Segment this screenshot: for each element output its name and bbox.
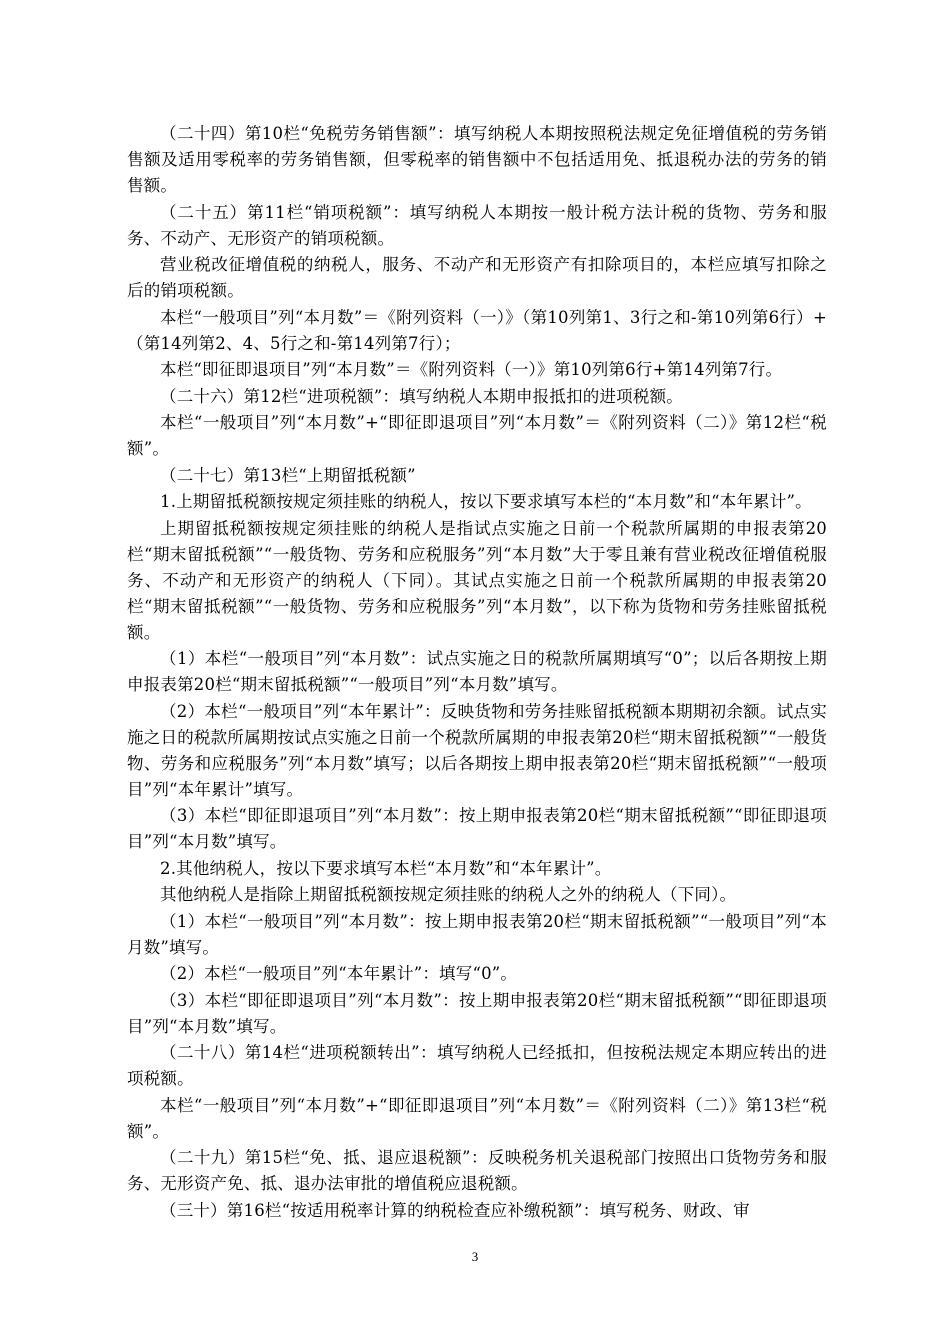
paragraph-27-2-sub-3: （3）本栏“即征即退项目”列“本月数”：按上期申报表第20栏“期末留抵税额”“即征即退项目”列“本月数”填写。 xyxy=(127,990,827,1036)
paragraph-27-1-sub-1: （1）本栏“一般项目”列“本月数”：试点实施之日的税款所属期填写“0”；以后各期按上期申报表第20栏“期末留抵税额”“一般项目”列“本月数”填写。 xyxy=(127,649,827,694)
paragraph-27-definition: 上期留抵税额按规定须挂账的纳税人是指试点实施之日前一个税款所属期的申报表第20栏“期末留抵税额”“一般货物、劳务和应税服务”列“本月数”大于零且兼有营业税改征增值税服务、不动产和无形资产的纳税人（下同）。其试点实施之日前一个税款所属期的申报表第20栏“期末留抵税额”“一般货物、劳务和应税服务”列“本月数”，以下称为货物和劳务挂账留抵税额。 xyxy=(127,518,827,642)
document-body xyxy=(127,121,827,1224)
paragraph-27-other-definition: 其他纳税人是指除上期留抵税额按规定须挂账的纳税人之外的纳税人（下同）。 xyxy=(160,885,737,904)
paragraph-25-general: 本栏“一般项目”列“本月数”＝《附列资料（一）》（第10列第1、3行之和-第10列第6行）+（第14列第2、4、5行之和-第14列第7行）； xyxy=(127,307,827,353)
paragraph-27: （二十七）第13栏“上期留抵税额” xyxy=(160,465,416,485)
paragraph-27-1-sub-3: （3）本栏“即征即退项目”列“本月数”：按上期申报表第20栏“期末留抵税额”“即征即退项目”列“本月数”填写。 xyxy=(127,806,827,851)
paragraph-29: （二十九）第15栏“免、抵、退应退税额”：反映税务机关退税部门按照出口货物劳务和服务、无形资产免、抵、退办法审批的增值税应退税额。 xyxy=(127,1148,827,1193)
paragraph-28-formula: 本栏“一般项目”列“本月数”+“即征即退项目”列“本月数”＝《附列资料（二）》第13栏“税额”。 xyxy=(127,1095,827,1141)
paragraph-27-item-2: 2.其他纳税人，按以下要求填写本栏“本月数”和“本年累计”。 xyxy=(160,858,612,878)
paragraph-27-2-sub-1: （1）本栏“一般项目”列“本月数”：按上期申报表第20栏“期末留抵税额”“一般项目”列“本月数”填写。 xyxy=(127,911,827,957)
paragraph-27-1-sub-2: （2）本栏“一般项目”列“本年累计”：反映货物和劳务挂账留抵税额本期期初余额。试点实施之日的税款所属期按试点实施之日前一个税款所属期的申报表第20栏“期末留抵税额”“一般货物、劳务和应税服务”列“本月数”填写；以后各期按上期申报表第20栏“期末留抵税额”“一般项目”列“本年累计”填写。 xyxy=(127,701,827,799)
paragraph-26-formula: 本栏“一般项目”列“本月数”+“即征即退项目”列“本月数”＝《附列资料（二）》第12栏“税额”。 xyxy=(127,413,827,458)
page-number: 3 xyxy=(471,1249,479,1264)
paragraph-27-item-1: 1.上期留抵税额按规定须挂账的纳税人，按以下要求填写本栏的“本月数”和“本年累计”。 xyxy=(160,492,812,511)
paragraph-25-note: 营业税改征增值税的纳税人，服务、不动产和无形资产有扣除项目的，本栏应填写扣除之后的销项税额。 xyxy=(127,255,827,300)
paragraph-27-2-sub-2: （2）本栏“一般项目”列“本年累计”：填写“0”。 xyxy=(160,964,518,983)
paragraph-24: （二十四）第10栏“免税劳务销售额”：填写纳税人本期按照税法规定免征增值税的劳务销售额及适用零税率的劳务销售额，但零税率的销售额中不包括适用免、抵退税办法的劳务的销售额。 xyxy=(127,124,827,195)
paragraph-26: （二十六）第12栏“进项税额”：填写纳税人本期申报抵扣的进项税额。 xyxy=(160,386,683,406)
paragraph-25: （二十五）第11栏“销项税额”：填写纳税人本期按一般计税方法计税的货物、劳务和服务、不动产、无形资产的销项税额。 xyxy=(127,202,827,248)
paragraph-30: （三十）第16栏“按适用税率计算的纳税检查应补缴税额”：填写税务、财政、审 xyxy=(160,1200,750,1220)
paragraph-28: （二十八）第14栏“进项税额转出”：填写纳税人已经抵扣，但按税法规定本期应转出的进项税额。 xyxy=(127,1043,827,1088)
paragraph-25-refund: 本栏“即征即退项目”列“本月数”＝《附列资料（一）》第10列第6行+第14列第7行。 xyxy=(160,360,783,379)
